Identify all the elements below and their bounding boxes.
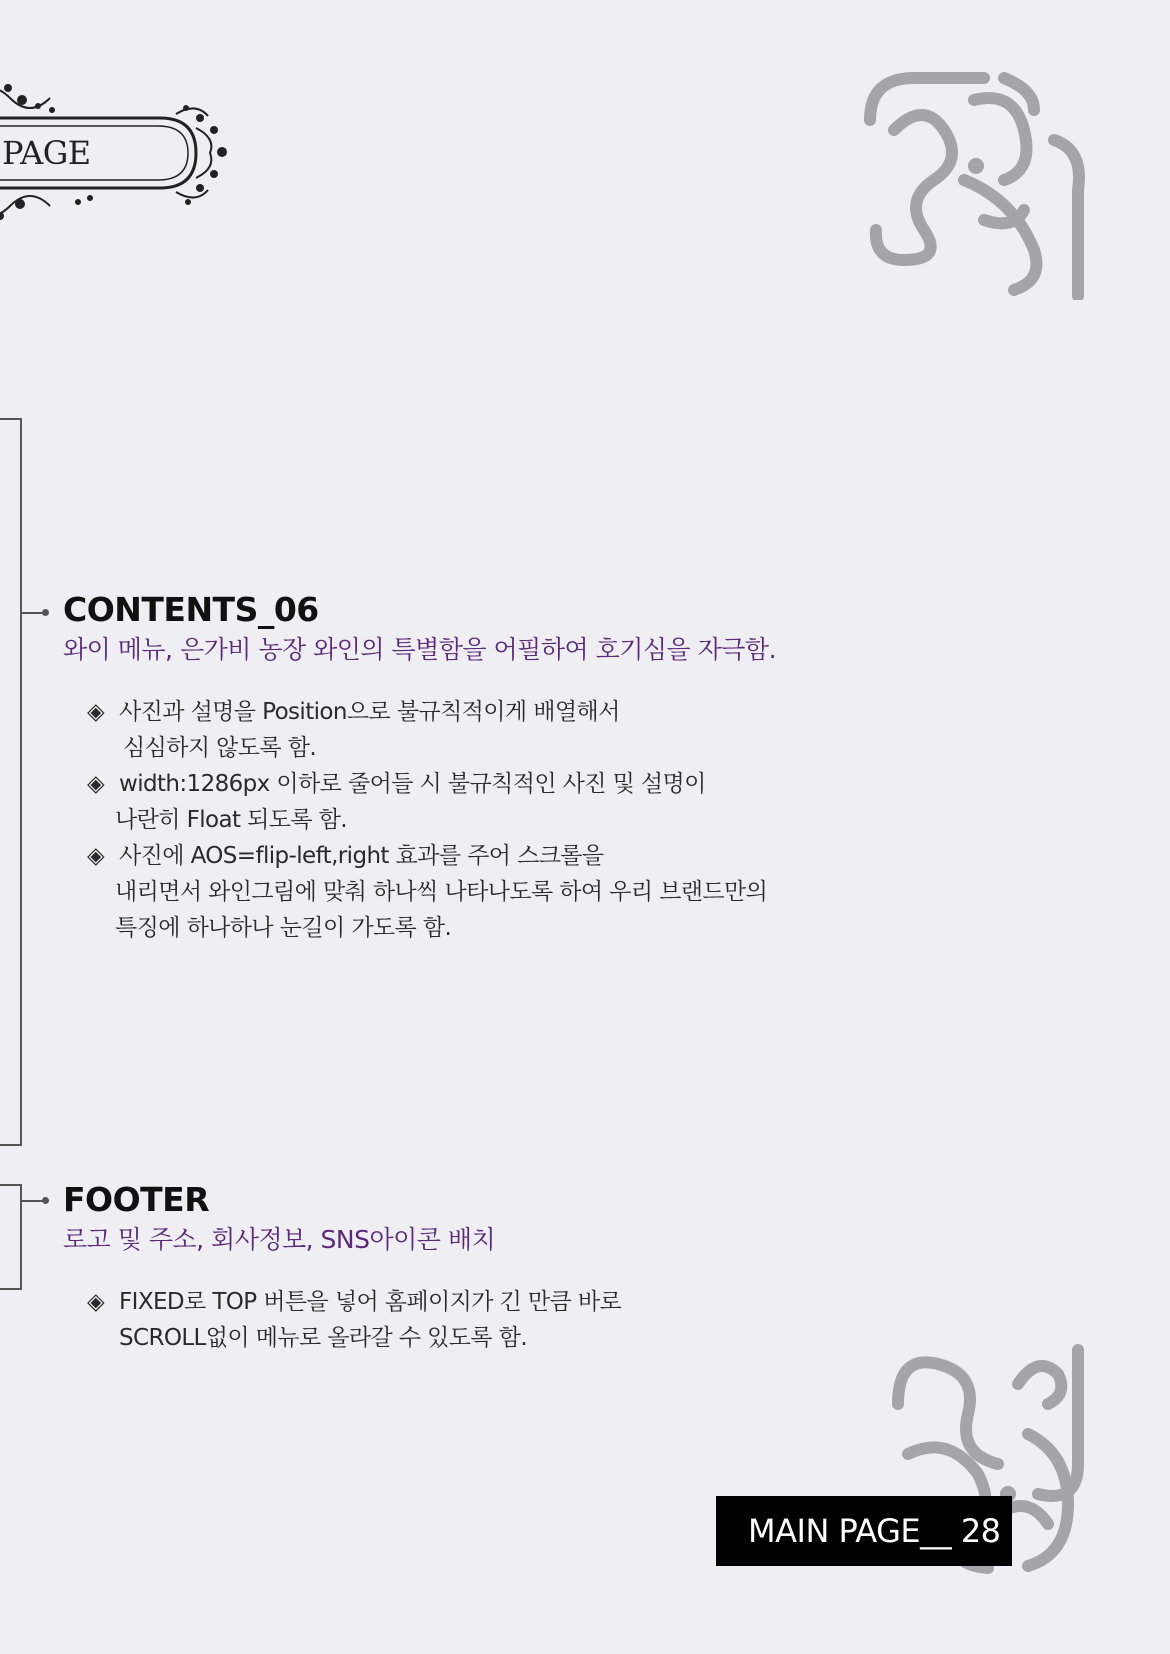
diamond-bullet-icon: ◈ <box>87 699 105 725</box>
diamond-bullet-icon: ◈ <box>87 771 105 797</box>
bullet-line: 내리면서 와인그림에 맞춰 하나씩 나타나도록 하여 우리 브랜드만의 <box>115 879 768 905</box>
bullet-item <box>87 766 767 838</box>
bullet-line: 나란히 Float 되도록 함. <box>115 807 347 833</box>
bullet-item <box>87 694 767 766</box>
section-subtitle-footer: 로고 및 주소, 회사정보, SNS아이콘 배치 <box>63 1225 496 1254</box>
tree-bracket-footer <box>0 1184 22 1290</box>
bullet-line: 특징에 하나하나 눈길이 가도록 함. <box>115 915 452 941</box>
flourish-ornament-top <box>864 70 1094 300</box>
bullet-line: 사진과 설명을 Position으로 불규칙적이게 배열해서 <box>119 699 620 725</box>
page-number-tag: MAIN PAGE__ 28 <box>716 1496 1012 1566</box>
bullet-list-footer <box>87 1284 621 1356</box>
bullet-line: width:1286px 이하로 줄어들 시 불규칙적인 사진 및 설명이 <box>119 771 706 797</box>
section-subtitle-contents: 와이 메뉴, 은가비 농장 와인의 특별함을 어필하여 호기심을 자극함. <box>63 635 777 664</box>
tree-bracket-main <box>0 418 22 1146</box>
bullet-line: FIXED로 TOP 버튼을 넣어 홈페이지가 긴 만큼 바로 <box>119 1289 622 1315</box>
diamond-bullet-icon: ◈ <box>87 1289 105 1315</box>
bullet-line: SCROLL없이 메뉴로 올라갈 수 있도록 함. <box>119 1325 528 1351</box>
section-title-footer: FOOTER <box>63 1180 210 1219</box>
bullet-line: 사진에 AOS=flip-left,right 효과를 주어 스크롤을 <box>119 843 604 869</box>
bullet-line: 심심하지 않도록 함. <box>123 735 317 761</box>
tree-connector-footer <box>22 1200 46 1202</box>
bullet-item <box>87 1284 621 1356</box>
diamond-bullet-icon: ◈ <box>87 843 105 869</box>
section-title-contents: CONTENTS_06 <box>63 590 319 629</box>
bullet-list-contents <box>87 694 767 946</box>
banner-title: PAGE <box>2 134 91 172</box>
bullet-item <box>87 838 767 946</box>
tree-connector-contents <box>22 612 46 614</box>
